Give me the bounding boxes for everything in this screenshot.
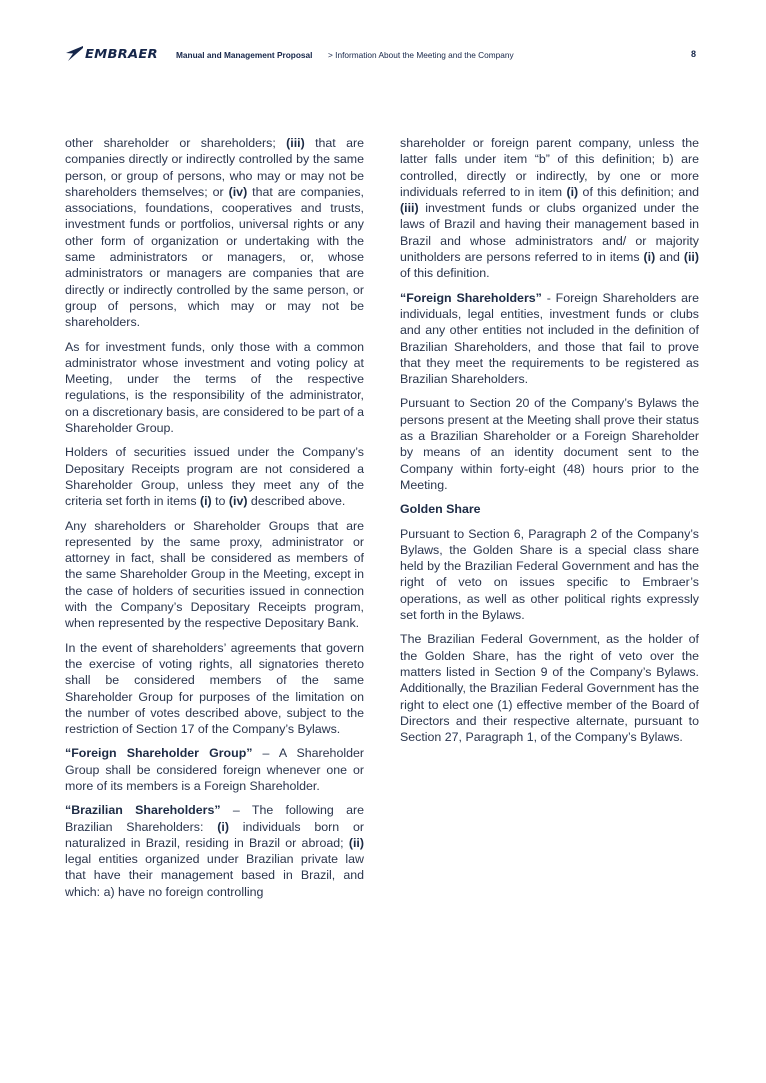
definition-brazilian-shareholders: “Brazilian Shareholders” – The following are Brazilian Shareholders: (i) individuals born or naturalized in Brazil, residing in Brazil or abroad; (ii) legal entities organized under Brazilian private law that have their management based in Brazil, and which: a) have no foreign controlling bbox=[65, 803, 364, 899]
paragraph: shareholder or foreign parent company, unless the latter falls under item “b” of this definition; b) are controlled, directly or indirectly, by one or more individuals referred to in item (i) of this definition; and (iii) investment funds or clubs organized under the laws of Brazil and having their management based in Brazil and whose administrators and/ or majority unitholders are persons referred to in items (i) and (ii) of this definition. bbox=[400, 136, 699, 281]
embraer-logo bbox=[64, 44, 158, 62]
paragraph: Holders of securities issued under the Company’s Depositary Receipts program are not considered a Shareholder Group, unless they meet any of the criteria set forth in items (i) to (iv) described above. bbox=[65, 445, 364, 509]
definition-foreign-shareholder-group: “Foreign Shareholder Group” – A Shareholder Group shall be considered foreign whenever one or more of its members is a Foreign Shareholder. bbox=[65, 746, 364, 793]
paragraph: Any shareholders or Shareholder Groups that are represented by the same proxy, administrator or attorney in fact, shall be considered as members of the same Shareholder Group in the Meeting, except in the case of holders of securities issued in connection with the Company’s Depositary Receipts program, when represented by the respective Depositary Bank. bbox=[65, 518, 364, 631]
logo-text: EMBRAER bbox=[85, 45, 158, 61]
paragraph: other shareholder or shareholders; (iii) that are companies directly or indirectly controlled by the same person, or group of persons, who may or may not be shareholders themselves; or (iv) that are companies, associations, foundations, cooperatives and trusts, investment funds or portfolios, universal rights or any other form of organization or undertaking with the same administrators or managers, or, whose administrators or managers are companies that are directly or indirectly controlled by the same person, or group of persons, which may or may not be shareholders. bbox=[65, 136, 364, 330]
left-column bbox=[65, 135, 364, 908]
page-header bbox=[64, 44, 704, 66]
paragraph: As for investment funds, only those with a common administrator whose investment and voting policy at Meeting, under the terms of the respective regulations, is the responsibility of the administrator, on a discretionary basis, are considered to be part of a Shareholder Group. bbox=[65, 339, 364, 436]
section-heading: Golden Share bbox=[400, 502, 481, 517]
breadcrumb: > Information About the Meeting and the Company bbox=[328, 50, 514, 60]
page-number: 8 bbox=[690, 49, 696, 59]
definition-foreign-shareholders: “Foreign Shareholders” - Foreign Shareholders are individuals, legal entities, investment funds or clubs and any other entities not included in the definition of Brazilian Shareholders, and those that fail to prove that they meet the requirements to be registered as Brazilian Shareholders. bbox=[400, 290, 699, 387]
paragraph: In the event of shareholders’ agreements that govern the exercise of voting rights, all signatories thereto shall be considered members of the same Shareholder Group for purposes of the limitation on the number of votes described above, subject to the restriction of Section 17 of the Company’s Bylaws. bbox=[65, 640, 364, 737]
paragraph: Pursuant to Section 6, Paragraph 2 of the Company’s Bylaws, the Golden Share is a special class share held by the Brazilian Federal Government and has the right of veto on issues specific to Embraer’s operations, as well as other political rights expressly set forth in the Bylaws. bbox=[400, 526, 699, 623]
paragraph: Pursuant to Section 20 of the Company’s Bylaws the persons present at the Meeting shall prove their status as a Brazilian Shareholder or a Foreign Shareholder by means of an identity document sent to the Company within forty-eight (48) hours prior to the Meeting. bbox=[400, 396, 699, 492]
document-title: Manual and Management Proposal bbox=[176, 50, 313, 60]
right-column bbox=[400, 135, 699, 753]
paragraph: The Brazilian Federal Government, as the holder of the Golden Share, has the right of veto over the matters listed in Section 9 of the Company’s Bylaws. Additionally, the Brazilian Federal Government has the right to elect one (1) effective member of the Board of Directors and their respective alternate, pursuant to Section 27, Paragraph 1, of the Company’s Bylaws. bbox=[400, 632, 699, 745]
embraer-swoosh-icon bbox=[64, 44, 84, 62]
